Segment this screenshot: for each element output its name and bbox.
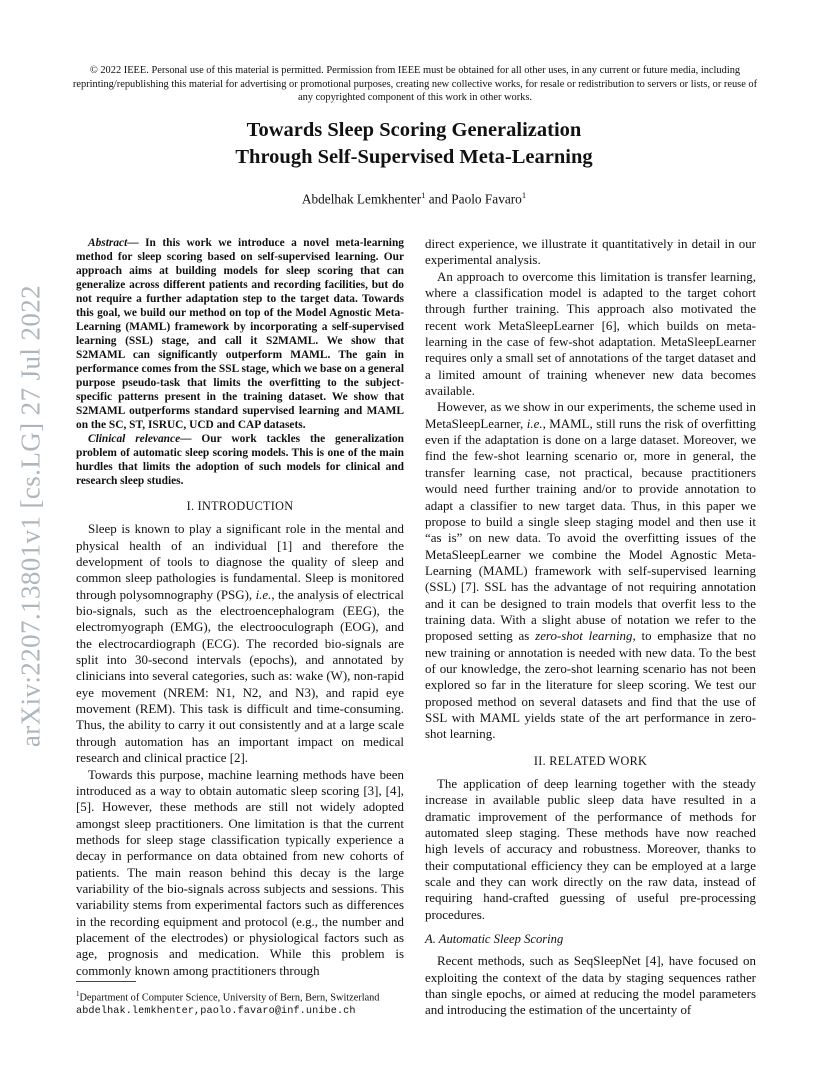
section-heading-introduction: I. INTRODUCTION	[186, 499, 294, 513]
body-paragraph: Towards this purpose, machine learning methods have been introduced as a way to obtain automatic sleep scoring [3], [4], [5]. However, these methods are still not widely adopted amongst sleep practitioners. One limitation is that the current methods for sleep stage classification typically experience a decay in performance on data obtained from new cohorts of patients. The main reason behind this decay is the large variability of the bio-signals across subjects and sessions. This variability stems from experimental factors such as differences in the recording equipment and protocol (e.g., the number and placement of the electrodes) or physiological factors such as age, prognosis and medication. While this problem is commonly known among practitioners through	[76, 766, 404, 978]
right-column	[425, 236, 756, 1019]
body-paragraph	[425, 399, 756, 742]
body-paragraph: The application of deep learning together with the steady increase in available public sleep data have resulted in a dramatic improvement of the performance of methods for automated sleep staging. These methods have now reached high levels of accuracy and robustness. Moreover, thanks to their computational efficiency they can be employed at a large scale and they can work directly on the raw data, instead of requiring hand-crafted guessing of useful pre-processing procedures.	[425, 776, 756, 922]
clinical-relevance-text: Our work tackles the generalization problem of automatic sleep scoring models. This is one of the main hurdles that limits the adoption of such models for clinical and research sleep studies.	[76, 433, 404, 487]
section-heading-related-work: II. RELATED WORK	[533, 753, 648, 768]
clinical-relevance-label: Clinical relevance	[88, 433, 181, 445]
clinical-relevance-dash: —	[180, 433, 202, 445]
title-line-2: Through Self-Supervised Meta-Learning	[235, 146, 593, 168]
arxiv-stamp-text: arXiv:2207.13801v1 [cs.LG] 27 Jul 2022	[15, 284, 46, 748]
text-run-italic: i.e.	[255, 586, 272, 602]
author-connector: and	[425, 191, 452, 207]
body-paragraph: Recent methods, such as SeqSleepNet [4], have focused on exploiting the context of the data by staging sequences rather than single epochs, or aimed at reducing the model parameters and introducing the estimation of the uncertainty of	[425, 953, 756, 1018]
footnote-affiliation: Department of Computer Science, University of Bern, Bern, Switzerland	[79, 992, 380, 1004]
paper-title	[100, 117, 728, 171]
text-run-italic: zero-shot learning	[535, 628, 633, 644]
body-paragraph	[76, 521, 404, 766]
footnote	[76, 988, 410, 1018]
text-run: , MAML, still runs the risk of overfitting even if the adaptation is done on a large dataset. Moreover, we find the few-shot learning scenario or, more in general, the transfer learning case, not practical, because practitioners would need further training and/or to provide annotation to adapt a classifier to new target data. Thus, in this paper we propose to build a single sleep staging model and then use it “as is” on new data. To avoid the overfitting issues of the MetaSleepLearner we combine the Model Agnostic Meta-Learning (MAML) framework with self-supervised learning (SSL) [7]. SSL has the advantage of not requiring annotation and it can be designed to train models that overfit less to the training data. With a slight abuse of notation we refer to the proposed setting as	[425, 415, 756, 644]
left-column	[76, 236, 404, 979]
author-name: Abdelhak Lemkhenter	[301, 191, 422, 207]
author-affiliation-mark: 1	[521, 190, 527, 200]
author-affiliation-mark: 1	[421, 190, 426, 200]
text-run: Sleep is known to play a significant role in the mental and physical health of an individual [1] and therefore the development of tools to diagnose the quality of sleep and common sleep pathologies is fundamental. Sleep is monitored through polysomnography (PSG),	[76, 521, 404, 602]
subsection-heading-automatic-sleep-scoring: A. Automatic Sleep Scoring	[425, 932, 564, 947]
clinical-relevance	[76, 432, 404, 488]
text-run: , the analysis of electrical bio-signals, such as the electroencephalogram (EEG), the electromyograph (EMG), the electrooculograph (EOG), and the electrocardiograph (ECG). The recorded bio-signals are split into 30-second intervals (epochs), and annotated by clinicians into several categories, such as: wake (W), non-rapid eye movement (NREM: N1, N2, and N3), and rapid eye movement (REM). This task is difficult and time-consuming. Thus, the ability to carry it out consistently and at a large scale through automation has an important impact on medical research and clinical practice [2].	[76, 586, 404, 766]
author-list	[100, 190, 728, 207]
footnote-rule	[76, 981, 136, 982]
text-run-italic: i.e.	[526, 415, 543, 431]
text-run: , to emphasize that no new training or annotation is needed with new data. To the best of our knowledge, the zero-shot learning scenario has not been explored so far in the literature for sleep scoring. We test our proposed method on several datasets and find that the use of SSL with MAML yields state of the art performance in zero-shot learning.	[425, 628, 756, 742]
author-name: Paolo Favaro	[451, 191, 522, 207]
abstract-dash: —	[127, 237, 146, 249]
arxiv-stamp	[13, 267, 49, 765]
abstract-text: In this work we introduce a novel meta-learning method for sleep scoring based on self-supervised learning. Our approach aims at building models for sleep scoring that can generalize across different patients and recording facilities, but do not require a further adaptation step to the target data. Towards this goal, we build our method on top of the Model Agnostic Meta-Learning (MAML) framework by incorporating a self-supervised learning (SSL) stage, and call it S2MAML. We show that S2MAML can significantly outperform MAML. The gain in performance comes from the SSL stage, which we base on a general purpose pseudo-task that limits the overfitting to the subject-specific patterns present in the training dataset. We show that S2MAML outperforms standard supervised learning and MAML on the SC, ST, ISRUC, UCD and CAP datasets.	[76, 237, 404, 431]
copyright-notice: © 2022 IEEE. Personal use of this material is permitted. Permission from IEEE must be obtained for all other uses, in any current or future media, including reprinting/republishing this material for advertising or promotional purposes, creating new collective works, for resale or redistribution to servers or lists, or reuse of any copyrighted component of this work in other works.	[72, 65, 758, 104]
footnote-mark: 1	[76, 990, 80, 998]
body-paragraph-continued: direct experience, we illustrate it quantitatively in detail in our experimental analysis.	[425, 236, 756, 268]
abstract-label: Abstract	[88, 237, 128, 249]
footnote-emails: abdelhak.lemkhenter,paolo.favaro@inf.unibe.ch	[76, 1005, 356, 1017]
text-run: However, as we show in our experiments, the scheme used in MetaSleepLearner,	[425, 399, 756, 431]
body-paragraph: An approach to overcome this limitation is transfer learning, where a classification model is adapted to the target cohort through further training. This approach also motivated the recent work MetaSleepLearner [6], which builds on meta-learning in the case of few-shot adaptation. MetaSleepLearner requires only a small set of annotations of the target dataset and a limited amount of training whenever new data becomes available.	[425, 268, 756, 399]
abstract	[76, 236, 404, 432]
title-line-1: Towards Sleep Scoring Generalization	[246, 119, 582, 141]
